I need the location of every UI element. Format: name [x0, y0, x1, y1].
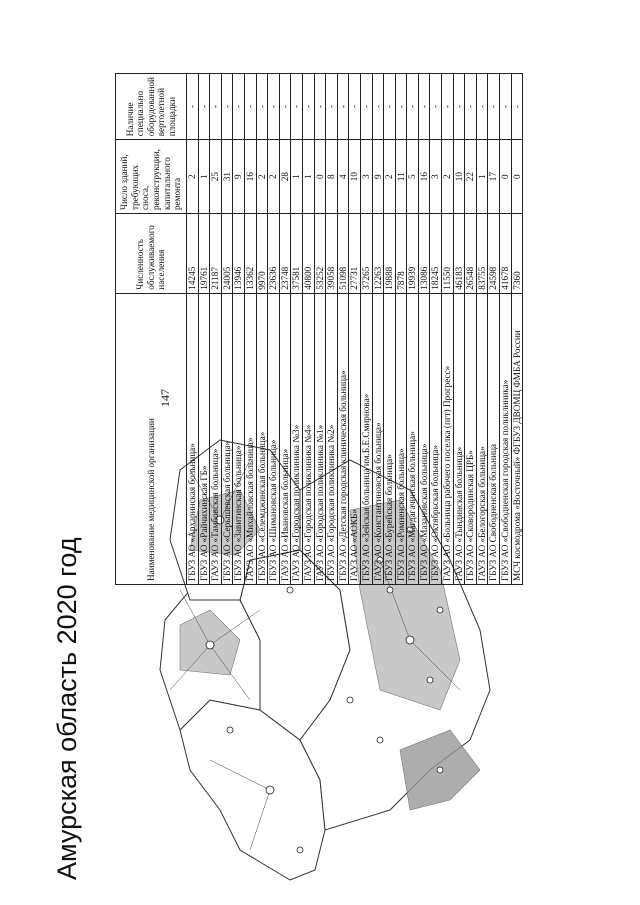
- cell-heliport: -: [187, 74, 199, 140]
- cell-population: 7360: [511, 214, 523, 294]
- cell-name: ГБУЗ АО «Завитинская больница»: [233, 293, 245, 584]
- cell-name: ГБУЗ АО «Шимановская больница»: [268, 293, 280, 584]
- cell-name: ГБУЗ АО «Свободненская городская поликлиника»: [500, 293, 512, 584]
- cell-name: ГАУЗ АО «Ивановская больница»: [279, 293, 291, 584]
- table-row: [326, 74, 338, 585]
- cell-population: 27731: [349, 214, 361, 294]
- cell-buildings: 22: [465, 140, 477, 214]
- page-title: Амурская область 2020 год: [52, 537, 82, 880]
- cell-population: 26548: [465, 214, 477, 294]
- cell-buildings: 16: [244, 140, 256, 214]
- cell-population: 18245: [430, 214, 442, 294]
- table-row: [407, 74, 419, 585]
- cell-name: ГБУЗ АО «Сковородинская ЦРБ»: [465, 293, 477, 584]
- cell-buildings: 10: [349, 140, 361, 214]
- cell-buildings: 3: [360, 140, 372, 214]
- table-row: [302, 74, 314, 585]
- cell-name: ГБУЗ АО «Райчихинская ГБ»: [198, 293, 210, 584]
- cell-heliport: -: [233, 74, 245, 140]
- cell-name: ГАУЗ АО «Городская поликлиника №1»: [314, 293, 326, 584]
- cell-buildings: 2: [187, 140, 199, 214]
- table-row: [418, 74, 430, 585]
- cell-buildings: 17: [488, 140, 500, 214]
- cell-buildings: 25: [210, 140, 222, 214]
- cell-population: 19761: [198, 214, 210, 294]
- cell-heliport: -: [244, 74, 256, 140]
- cell-buildings: 8: [326, 140, 338, 214]
- table-row: [349, 74, 361, 585]
- cell-buildings: 9: [372, 140, 384, 214]
- cell-buildings: 4: [337, 140, 349, 214]
- cell-name: ГАУЗ АО «Михайловская больница»: [244, 293, 256, 584]
- cell-name: ГБУЗ АО «Зейская больница им.Б.Е.Смирнова»: [360, 293, 372, 584]
- header-population: Численность обслуживаемого населения: [116, 214, 187, 294]
- cell-population: 23748: [279, 214, 291, 294]
- cell-buildings: 28: [279, 140, 291, 214]
- table-row: [187, 74, 199, 585]
- table-row: [465, 74, 477, 585]
- cell-population: 13086: [418, 214, 430, 294]
- cell-name: ГБУЗ АО «Октябрьская больница»: [430, 293, 442, 584]
- table-row: [511, 74, 523, 585]
- cell-buildings: 3: [430, 140, 442, 214]
- table-row: [453, 74, 465, 585]
- cell-population: 13362: [244, 214, 256, 294]
- cell-population: 37581: [291, 214, 303, 294]
- cell-population: 13946: [233, 214, 245, 294]
- cell-buildings: 1: [291, 140, 303, 214]
- cell-name: ГБУЗ АО «Архаринская больница»: [187, 293, 199, 584]
- cell-name: ГАУЗ АО «Тындинская больница»: [453, 293, 465, 584]
- cell-name: ГБУЗ АО «Серышевская больница»: [221, 293, 233, 584]
- cell-population: 37265: [360, 214, 372, 294]
- cell-heliport: -: [314, 74, 326, 140]
- cell-heliport: -: [395, 74, 407, 140]
- cell-heliport: -: [256, 74, 268, 140]
- cell-buildings: 2: [268, 140, 280, 214]
- cell-name: ГАУЗ АО «Тамбовская больница»: [210, 293, 222, 584]
- table-header-row: [116, 74, 187, 585]
- cell-name: ГАУЗ АО «АОКБ»: [349, 293, 361, 584]
- header-name: Наименование медицинской организации: [116, 293, 187, 584]
- cell-name: ГБУЗ АО «Магдагачинская больница»: [407, 293, 419, 584]
- cell-population: 39058: [326, 214, 338, 294]
- cell-buildings: 1: [476, 140, 488, 214]
- cell-population: 21187: [210, 214, 222, 294]
- cell-population: 41678: [500, 214, 512, 294]
- cell-heliport: -: [291, 74, 303, 140]
- cell-population: 51098: [337, 214, 349, 294]
- table-row: [430, 74, 442, 585]
- cell-heliport: -: [326, 74, 338, 140]
- cell-heliport: -: [372, 74, 384, 140]
- table-row: [372, 74, 384, 585]
- cell-heliport: -: [488, 74, 500, 140]
- cell-heliport: -: [198, 74, 210, 140]
- cell-name: ГБУЗ АО «Детская городская клиническая больница»: [337, 293, 349, 584]
- cell-population: 23636: [268, 214, 280, 294]
- cell-name: ГБУЗ АО «Городская поликлиника №2»: [326, 293, 338, 584]
- page-number: 147: [158, 389, 172, 407]
- cell-heliport: -: [453, 74, 465, 140]
- table-row: [279, 74, 291, 585]
- cell-population: 9970: [256, 214, 268, 294]
- cell-heliport: -: [360, 74, 372, 140]
- cell-heliport: -: [279, 74, 291, 140]
- cell-population: 14245: [187, 214, 199, 294]
- cell-buildings: 10: [453, 140, 465, 214]
- table-row: [221, 74, 233, 585]
- table-row: [198, 74, 210, 585]
- cell-population: 19888: [384, 214, 396, 294]
- table-row: [500, 74, 512, 585]
- cell-population: 19939: [407, 214, 419, 294]
- cell-name: ГБУЗ АО «Бурейская больница»: [384, 293, 396, 584]
- table-row: [314, 74, 326, 585]
- cell-heliport: -: [511, 74, 523, 140]
- table-row: [442, 74, 454, 585]
- cell-heliport: -: [349, 74, 361, 140]
- cell-name: ГБУЗ АО «Селемджинская больница»: [256, 293, 268, 584]
- cell-name: ГАУЗ АО «Городская поликлиника №3»: [291, 293, 303, 584]
- cell-population: 40800: [302, 214, 314, 294]
- cell-buildings: 0: [500, 140, 512, 214]
- table-row: [244, 74, 256, 585]
- cell-population: 11550: [442, 214, 454, 294]
- cell-buildings: 2: [256, 140, 268, 214]
- cell-name: ГБУЗ АО «Мазановская больница»: [418, 293, 430, 584]
- medical-organizations-table: [115, 73, 523, 585]
- cell-heliport: -: [430, 74, 442, 140]
- cell-heliport: -: [500, 74, 512, 140]
- cell-buildings: 11: [395, 140, 407, 214]
- cell-heliport: -: [407, 74, 419, 140]
- table-row: [291, 74, 303, 585]
- cell-name: ГБУЗ АО Свободненская больница: [488, 293, 500, 584]
- cell-name: ГАУЗ АО «Белогорская больница»: [476, 293, 488, 584]
- cell-heliport: -: [302, 74, 314, 140]
- cell-population: 12263: [372, 214, 384, 294]
- cell-heliport: -: [418, 74, 430, 140]
- cell-buildings: 16: [418, 140, 430, 214]
- cell-population: 46183: [453, 214, 465, 294]
- cell-heliport: -: [384, 74, 396, 140]
- cell-population: 53252: [314, 214, 326, 294]
- table-row: [476, 74, 488, 585]
- cell-heliport: -: [476, 74, 488, 140]
- cell-name: ГАУЗ АО «Городская поликлиника №4»: [302, 293, 314, 584]
- cell-heliport: -: [337, 74, 349, 140]
- cell-buildings: 1: [302, 140, 314, 214]
- cell-heliport: -: [210, 74, 222, 140]
- cell-heliport: -: [465, 74, 477, 140]
- cell-name: ГБУЗ АО «Ромненская больница»: [395, 293, 407, 584]
- cell-heliport: -: [268, 74, 280, 140]
- cell-buildings: 0: [314, 140, 326, 214]
- header-heliport: Наличие специально оборудованной вертолетной площадки: [116, 74, 187, 140]
- cell-buildings: 9: [233, 140, 245, 214]
- cell-heliport: -: [442, 74, 454, 140]
- cell-buildings: 5: [407, 140, 419, 214]
- cell-heliport: -: [221, 74, 233, 140]
- cell-name: ГАУЗ АО «Больница рабочего поселка (пгт) Прогресс»: [442, 293, 454, 584]
- cell-buildings: 2: [442, 140, 454, 214]
- cell-name: ГАУЗ АО «Константиновская больница»: [372, 293, 384, 584]
- cell-population: 24005: [221, 214, 233, 294]
- table-row: [488, 74, 500, 585]
- table-row: [210, 74, 222, 585]
- table-row: [360, 74, 372, 585]
- cell-buildings: 31: [221, 140, 233, 214]
- table-row: [395, 74, 407, 585]
- cell-name: МСЧ космодрома «Восточный» ФГБУЗ ДВОМЦ ФМБА России: [511, 293, 523, 584]
- cell-buildings: 0: [511, 140, 523, 214]
- table-row: [256, 74, 268, 585]
- cell-population: 24598: [488, 214, 500, 294]
- cell-buildings: 2: [384, 140, 396, 214]
- cell-population: 7878: [395, 214, 407, 294]
- cell-buildings: 1: [198, 140, 210, 214]
- table-row: [337, 74, 349, 585]
- cell-population: 83755: [476, 214, 488, 294]
- table-row: [233, 74, 245, 585]
- header-buildings: Число зданий, требующих сноса, реконструкции, капитального ремонта: [116, 140, 187, 214]
- table-row: [268, 74, 280, 585]
- table-row: [384, 74, 396, 585]
